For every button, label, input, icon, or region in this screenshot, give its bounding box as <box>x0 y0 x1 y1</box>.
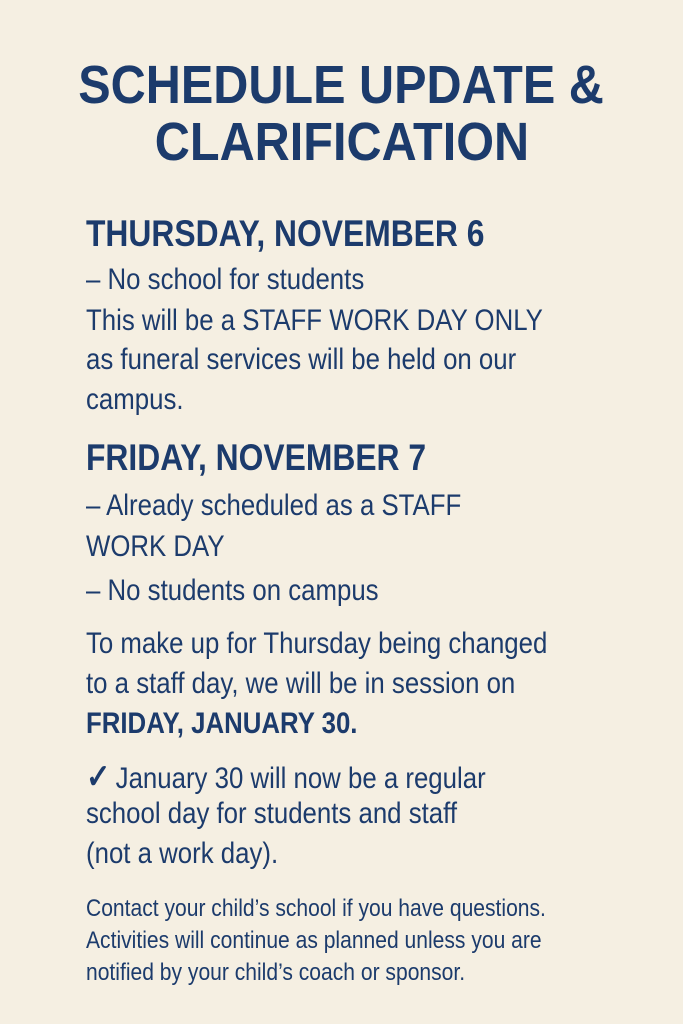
thursday-line: – No school for students <box>86 263 365 296</box>
friday-heading: FRIDAY, NOVEMBER 7 <box>86 437 427 478</box>
thursday-line: as funeral services will be held on our <box>86 343 517 376</box>
makeup-date: FRIDAY, JANUARY 30. <box>86 707 358 740</box>
checkmark-icon: ✓ <box>86 758 111 796</box>
footer-line: notified by your child’s coach or sponsor. <box>86 959 466 986</box>
title-line-1: SCHEDULE UPDATE & <box>78 55 605 115</box>
friday-line: – No students on campus <box>86 574 379 607</box>
thursday-heading: THURSDAY, NOVEMBER 6 <box>86 213 485 254</box>
makeup-line: to a staff day, we will be in session on <box>86 667 516 700</box>
thursday-line: campus. <box>86 383 184 416</box>
footer-line: Activities will continue as planned unless you are <box>86 927 542 954</box>
title-line-2: CLARIFICATION <box>154 112 529 172</box>
note-line: school day for students and staff <box>86 797 457 830</box>
friday-line: – Already scheduled as a STAFF <box>86 489 462 522</box>
makeup-line: To make up for Thursday being changed <box>86 627 548 660</box>
note-line-1 <box>86 757 486 797</box>
note-line: (not a work day). <box>86 837 279 870</box>
friday-line: WORK DAY <box>86 530 225 563</box>
footer-line: Contact your child’s school if you have questions. <box>86 895 546 922</box>
note-text: January 30 will now be a regular <box>115 762 486 795</box>
thursday-line: This will be a STAFF WORK DAY ONLY <box>86 304 543 337</box>
